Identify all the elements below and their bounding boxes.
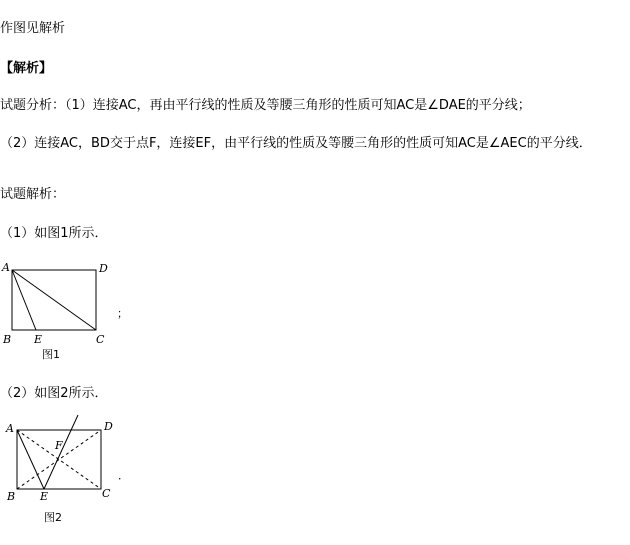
fig2-label-a: A <box>6 422 14 435</box>
fig2-label-d: D <box>104 420 113 433</box>
fig2-trailing: ． <box>118 469 129 482</box>
fig1-label-a: A <box>2 261 10 274</box>
fig2-caption: 图2 <box>44 511 62 524</box>
fig2-label-b: B <box>7 490 16 503</box>
analysis-part2: （2）连接AC，BD交于点F，连接EF，由平行线的性质及等腰三角形的性质可知AC是∠AEC的平分线． <box>0 136 592 151</box>
part2-text: （2）如图2所示． <box>0 386 108 401</box>
fig2-label-c: C <box>102 487 111 500</box>
fig1-trailing: ； <box>117 307 128 320</box>
part1-text: （1）如图1所示． <box>0 226 108 241</box>
fig2-segment-ae <box>17 430 44 489</box>
analysis-heading: 【解析】 <box>0 61 53 76</box>
fig1-segment-ac <box>12 270 96 330</box>
fig1-caption: 图1 <box>42 348 60 361</box>
solution-heading: 试题解析： <box>0 187 66 202</box>
fig2-label-e: E <box>40 490 49 503</box>
fig1-label-b: B <box>3 333 12 346</box>
answer-line: 作图见解析 <box>0 21 66 36</box>
analysis-part1: 试题分析：（1）连接AC，再由平行线的性质及等腰三角形的性质可知AC是∠DAE的平分线； <box>0 98 531 113</box>
fig1-label-c: C <box>96 333 105 346</box>
fig1-label-d: D <box>99 262 108 275</box>
fig2-label-f: F <box>55 439 63 452</box>
fig1-label-e: E <box>34 333 43 346</box>
